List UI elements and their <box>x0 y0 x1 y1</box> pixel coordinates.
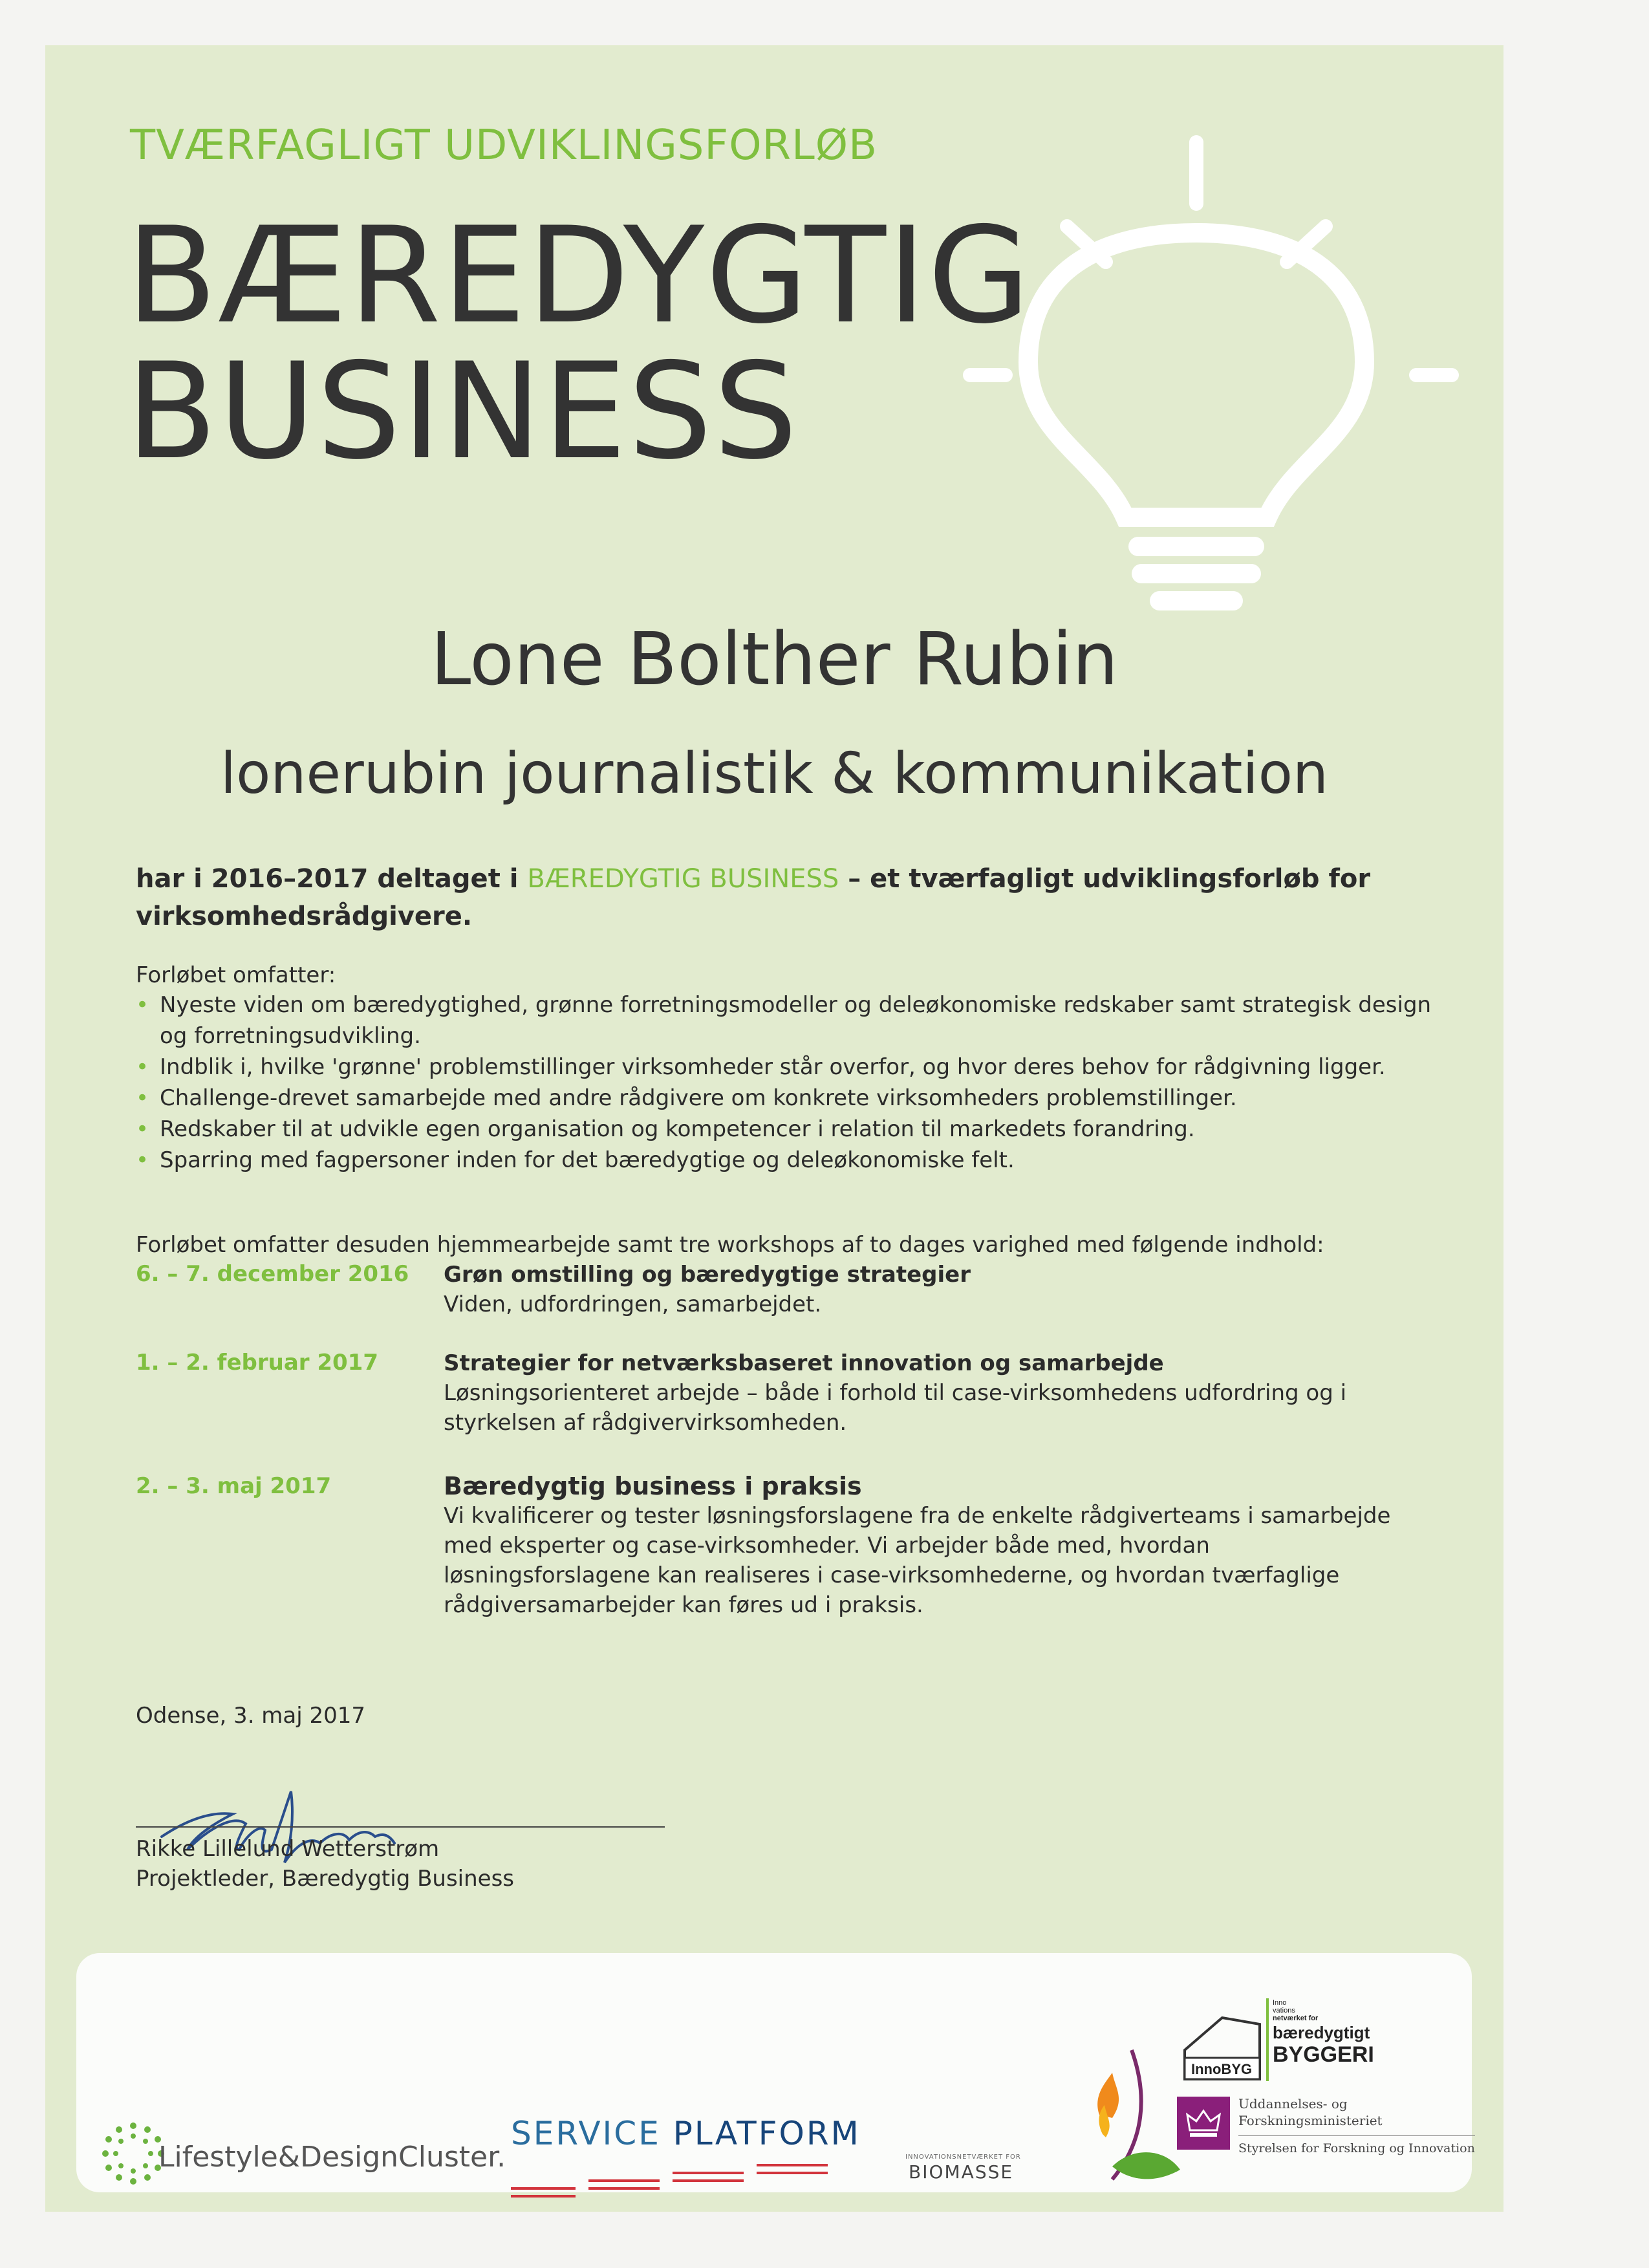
title-line-1: BÆREDYGTIG <box>126 199 1032 353</box>
signature-line <box>136 1826 665 1828</box>
list-item: • Indblik i, hvilke 'grønne' problemstillinger virksomheder står overfor, og hvor deres behov for rådgivning ligger. <box>136 1052 1461 1083</box>
signer <box>136 1834 514 1894</box>
workshop-title: Grøn omstilling og bæredygtige strategier <box>444 1262 971 1288</box>
recipient-name: Lone Bolther Rubin <box>430 618 1119 702</box>
signer-name: Rikke Lillelund Wetterstrøm <box>136 1836 440 1862</box>
ministry-subtitle: Styrelsen for Forskning og Innovation <box>1238 2135 1475 2155</box>
service-platform-word-2: PLATFORM <box>673 2115 861 2152</box>
workshop-1 <box>444 1260 1414 1319</box>
scope-heading: Forløbet omfatter: <box>136 962 336 988</box>
workshop-title: Bæredygtig business i praksis <box>444 1472 862 1500</box>
place-date: Odense, 3. maj 2017 <box>136 1703 366 1729</box>
intro-highlight: BÆREDYGTIG BUSINESS <box>527 864 839 894</box>
innobyg-small-3: netværket for <box>1273 2014 1319 2022</box>
list-item: • Challenge-drevet samarbejde med andre rådgivere om konkrete virksomheders problemstillinger. <box>136 1083 1461 1114</box>
workshop-2 <box>444 1348 1414 1438</box>
royal-crown-icon <box>1177 2097 1230 2150</box>
ministry-name: Uddannelses- og Forskningsministeriet <box>1238 2096 1383 2128</box>
signer-title: Projektleder, Bæredygtig Business <box>136 1866 515 1892</box>
workshop-date-1: 6. – 7. december 2016 <box>136 1261 409 1287</box>
intro-after: – et tværfagligt udviklingsforløb for virksomhedsrådgivere. <box>136 864 1371 931</box>
lifestyle-design-cluster-logo: Lifestyle&DesignCluster. <box>158 2141 506 2174</box>
recipient-company: lonerubin journalistik & kommunikation <box>220 740 1329 806</box>
workshop-date-2: 1. – 2. februar 2017 <box>136 1350 378 1376</box>
workshop-text: Løsningsorienteret arbejde – både i forhold til case-virksomhedens udfordring og i styrkelsen af rådgivervirksomheden. <box>444 1380 1347 1436</box>
intro-paragraph <box>136 860 1455 935</box>
certificate <box>45 45 1503 2212</box>
service-platform-word-1: SERVICE <box>511 2115 661 2152</box>
workshop-text: Viden, udfordringen, samarbejdet. <box>444 1291 822 1317</box>
workshop-title: Strategier for netværksbaseret innovation og samarbejde <box>444 1350 1164 1376</box>
workshop-text: Vi kvalificerer og tester løsningsforslagene fra de enkelte rådgiverteams i samarbejde med eksperter og case-virksomheder. Vi arbejder både med, hvordan løsningsforslagene kan realiseres i case-virksomhederne, og hvordan tværfaglige rådgiversamarbejder kan føres ud i praksis. <box>444 1503 1391 1618</box>
overline: TVÆRFAGLIGT UDVIKLINGSFORLØB <box>130 122 878 169</box>
list-item: • Redskaber til at udvikle egen organisation og kompetencer i relation til markedets forandring. <box>136 1114 1461 1145</box>
innobyg-label: InnoBYG <box>1191 2061 1253 2077</box>
innobyg-big-2: BYGGERI <box>1273 2042 1374 2067</box>
biomasse-logo-text: BIOMASSE <box>909 2161 1014 2183</box>
workshop-date-3: 2. – 3. maj 2017 <box>136 1473 332 1499</box>
innobyg-house-icon <box>1177 1985 1410 2089</box>
title-line-2: BUSINESS <box>126 335 799 489</box>
service-platform-logo <box>511 2115 861 2152</box>
scope-extra: Forløbet omfatter desuden hjemmearbejde samt tre workshops af to dages varighed med følgende indhold: <box>136 1232 1324 1258</box>
list-item: • Sparring med fagpersoner inden for det bæredygtige og deleøkonomiske felt. <box>136 1145 1461 1176</box>
service-platform-lines-icon <box>511 2160 834 2199</box>
innobyg-big-1: bæredygtigt <box>1273 2023 1370 2042</box>
workshop-3 <box>444 1471 1414 1620</box>
lightbulb-icon <box>905 97 1487 666</box>
scope-bullet-list <box>136 989 1461 1176</box>
list-item: • Nyeste viden om bæredygtighed, grønne forretningsmodeller og deleøkonomiske redskaber samt strategisk design og forretningsudvikling. <box>136 989 1461 1052</box>
innobyg-small-2: vations <box>1273 2007 1295 2014</box>
innobyg-small-1: Inno <box>1273 1999 1287 2007</box>
intro-before: har i 2016–2017 deltaget i <box>136 864 528 894</box>
biomasse-network-label: INNOVATIONSNETVÆRKET FOR <box>905 2154 1021 2161</box>
biomasse-leaf-icon <box>1035 2037 1183 2192</box>
